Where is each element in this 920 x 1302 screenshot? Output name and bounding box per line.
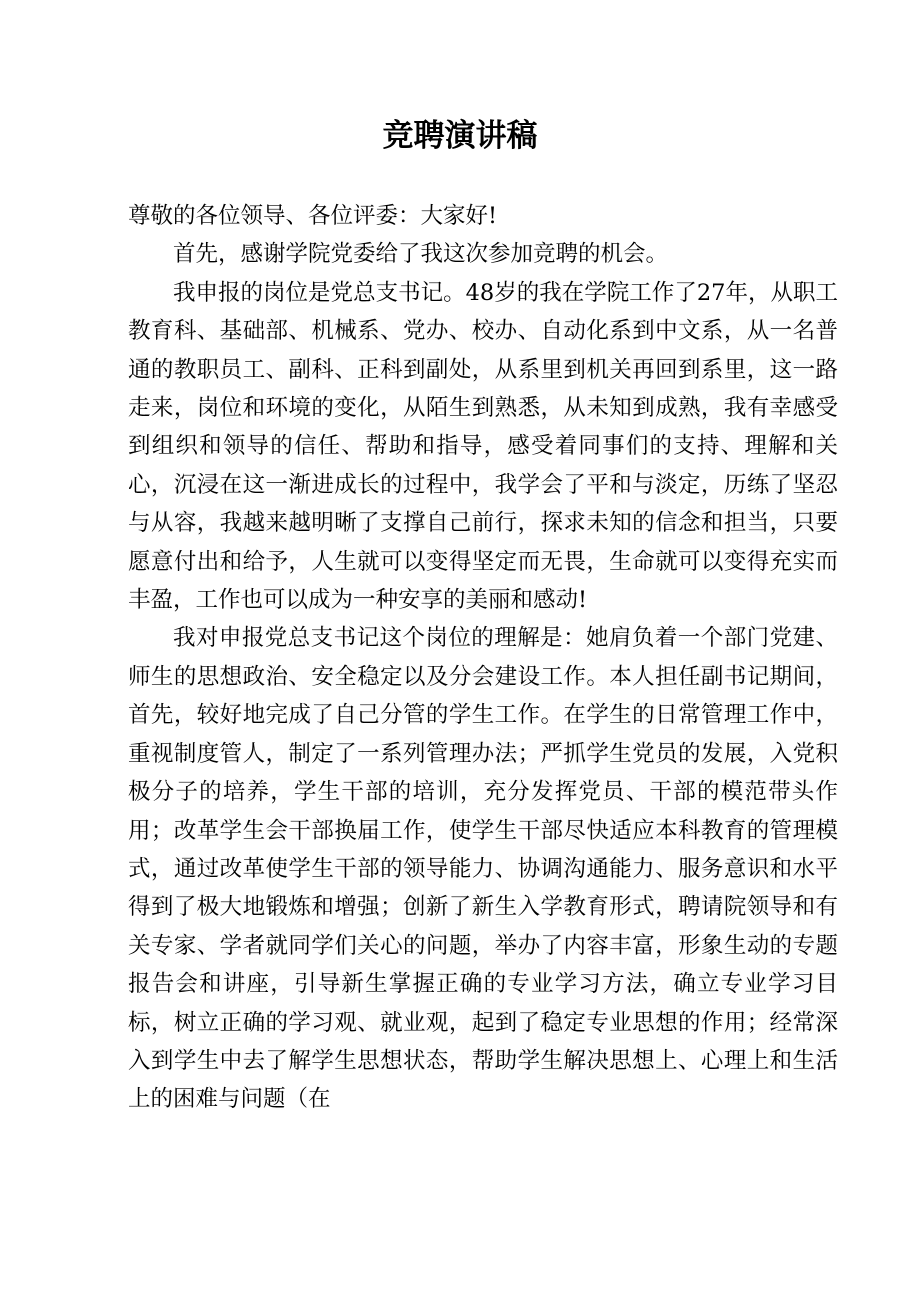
understanding-paragraph: 我对申报党总支书记这个岗位的理解是：她肩负着一个部门党建、师生的思想政治、安全稳定以及分会建设工作。本人担任副书记期间，首先，较好地完成了自己分管的学生工作。在学生的日常管理工作中，重视制度管人，制定了一系列管理办法；严抓学生党员的发展，入党积极分子的培养，学生干部的培训，充分发挥党员、干部的模范带头作用；改革学生会干部换届工作，使学生干部尽快适应本科教育的管理模式，通过改革使学生干部的领导能力、协调沟通能力、服务意识和水平得到了极大地锻炼和增强；创新了新生入学教育形式，聘请院领导和有关专家、学者就同学们关心的问题，举办了内容丰富，形象生动的专题报告会和讲座，引导新生掌握正确的专业学习方法，确立专业学习目标，树立正确的学习观、就业观，起到了稳定专业思想的作用；经常深入到学生中去了解学生思想状态，帮助学生解决思想上、心理上和生活上的困难与问题（在	[128, 625, 838, 1113]
document-title: 竞聘演讲稿	[382, 118, 538, 154]
document-body	[128, 197, 838, 1119]
thanks-paragraph: 首先，感谢学院党委给了我这次参加竞聘的机会。	[173, 241, 669, 268]
position-paragraph: 我申报的岗位是党总支书记。48岁的我在学院工作了27年，从职工教育科、基础部、机械系、党办、校办、自动化系到中文系，从一名普通的教职员工、副科、正科到副处，从系里到机关再回到系里，这一路走来，岗位和环境的变化，从陌生到熟悉，从未知到成熟，我有幸感受到组织和领导的信任、帮助和指导，感受着同事们的支持、理解和关心，沉浸在这一渐进成长的过程中，我学会了平和与淡定，历练了坚忍与从容，我越来越明晰了支撑自己前行，探求未知的信念和担当，只要愿意付出和给予，人生就可以变得坚定而无畏，生命就可以变得充实而丰盈，工作也可以成为一种安享的美丽和感动!	[128, 279, 838, 614]
greeting-paragraph: 尊敬的各位领导、各位评委：大家好!	[128, 203, 498, 229]
